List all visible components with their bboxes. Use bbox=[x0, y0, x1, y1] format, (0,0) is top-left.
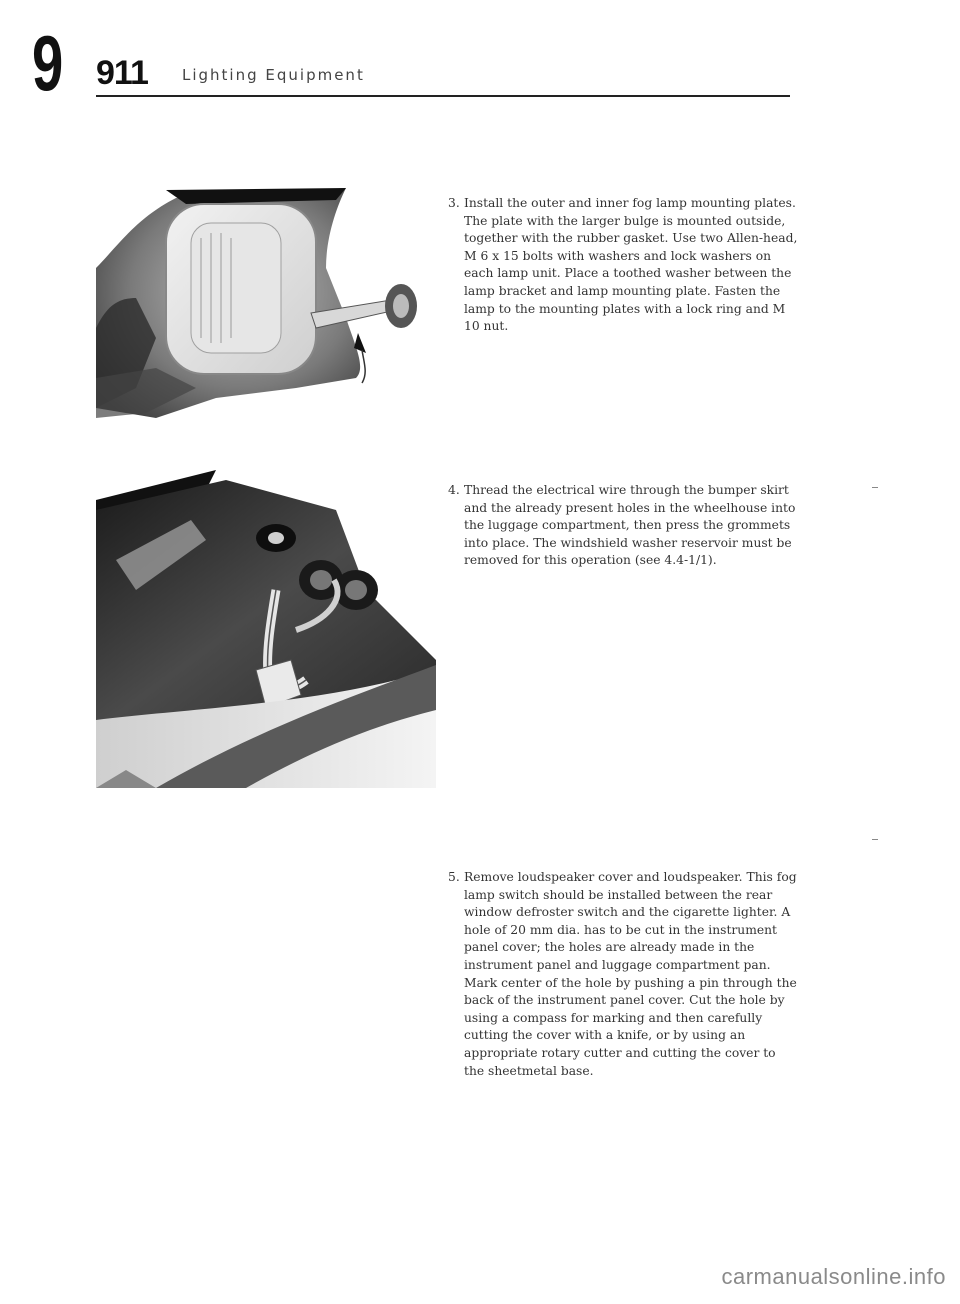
margin-mark bbox=[872, 487, 878, 488]
margin-mark bbox=[872, 839, 878, 840]
instruction-step bbox=[448, 195, 798, 336]
instruction-step bbox=[448, 869, 798, 1080]
step-number: 5. bbox=[448, 870, 460, 884]
step-text: Remove loudspeaker cover and loudspeaker. This fog lamp switch should be installed between the rear window defroster switch and the cigarette lighter. A hole of 20 mm dia. has to be cut in the instrument panel cover; the holes are already made in the instrument panel and luggage compartment pan. Mark center of the hole by pushing a pin through the back of the instrument panel cover. Cut the hole by using a compass for marking and then carefully cutting the cover with a knife, or by using an appropriate rotary cutter and cutting the cover to the sheetmetal base. bbox=[464, 870, 797, 1078]
instruction-step bbox=[448, 482, 798, 570]
step-number: 3. bbox=[448, 196, 460, 210]
watermark: carmanualsonline.info bbox=[721, 1264, 946, 1289]
section-number: 9 bbox=[32, 19, 62, 107]
model-number: 911 bbox=[96, 54, 148, 92]
page-title: Lighting Equipment bbox=[182, 66, 365, 84]
step-number: 4. bbox=[448, 483, 460, 497]
step-text: Install the outer and inner fog lamp mounting plates. The plate with the larger bulge is mounted outside, together with the rubber gasket. Use two Allen-head, M 6 x 15 bolts with washers and lock washers on each lamp unit. Place a toothed washer between the lamp bracket and lamp mounting plate. Fasten the lamp to the mounting plates with a lock ring and M 10 nut. bbox=[464, 196, 798, 334]
header-divider bbox=[96, 95, 790, 97]
step-text: Thread the electrical wire through the bumper skirt and the already present holes in the wheelhouse into the luggage compartment, then press the grommets into place. The windshield washer reservoir must be removed for this operation (see 4.4-1/1). bbox=[464, 483, 796, 568]
fog-lamp-mounting-photo bbox=[96, 178, 436, 426]
wire-grommet-photo bbox=[96, 470, 436, 788]
